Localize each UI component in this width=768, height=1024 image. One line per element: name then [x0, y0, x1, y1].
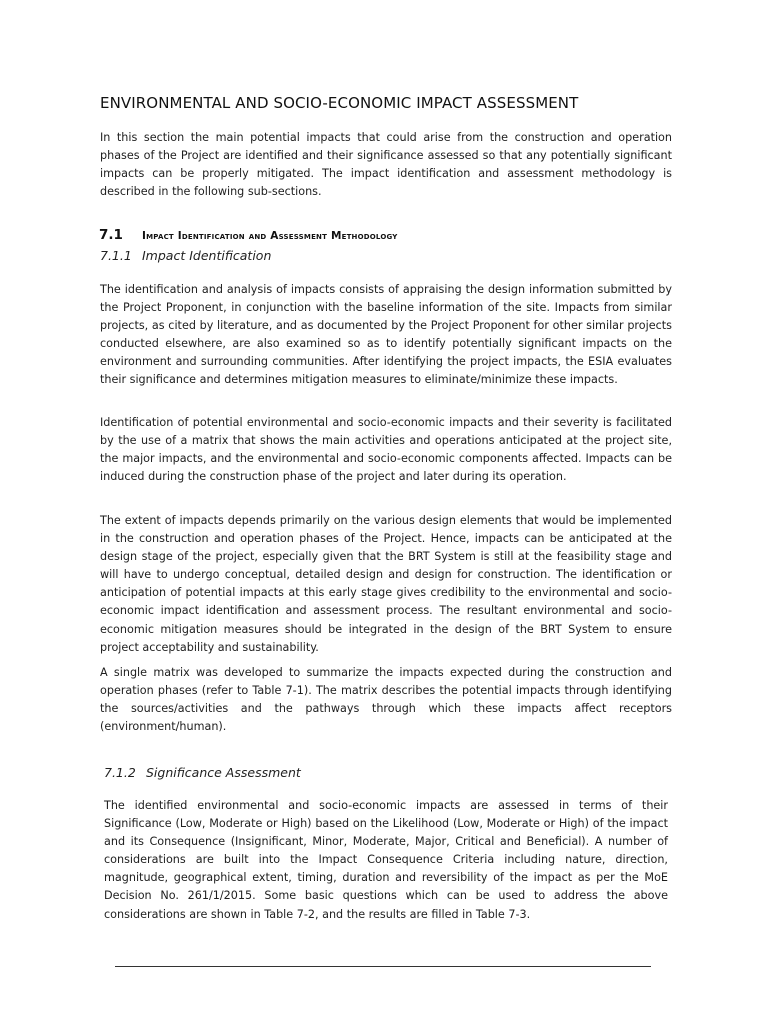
subsection-title: Significance Assessment — [146, 765, 301, 780]
subsection-heading-7-1-1 — [100, 248, 271, 263]
page-title: ENVIRONMENTAL AND SOCIO-ECONOMIC IMPACT ASSESSMENT — [100, 94, 579, 112]
section-title: Impact Identification and Assessment Methodology — [142, 230, 398, 242]
section-heading-7-1 — [99, 217, 398, 245]
paragraph: Identification of potential environmental and socio-economic impacts and their severity is facilitated by the use of a matrix that shows the main activities and operations anticipated at the project site, the major impacts, and the environmental and socio-economic components affected. Impacts can be induced during the construction phase of the project and later during its operation. — [100, 416, 672, 484]
subsection-number: 7.1.2 — [104, 765, 136, 780]
paragraph: A single matrix was developed to summarize the impacts expected during the construction and operation phases (refer to Table 7-1). The matrix describes the potential impacts through identifying the sources/activities and the pathways through which these impacts affect receptors (environment/human). — [100, 666, 672, 734]
subsection-heading-7-1-2 — [104, 765, 301, 780]
paragraph: The identification and analysis of impacts consists of appraising the design information submitted by the Project Proponent, in conjunction with the baseline information of the site. Impacts from similar projects, as cited by literature, and as documented by the Project Proponent for other similar projects conducted elsewhere, are also examined so as to identify potentially significant impacts on the environment and surrounding communities. After identifying the project impacts, the ESIA evaluates their significance and determines mitigation measures to eliminate/minimize these impacts. — [100, 283, 672, 387]
section-number: 7.1 — [99, 227, 123, 243]
paragraph: The extent of impacts depends primarily on the various design elements that would be implemented in the construction and operation phases of the Project. Hence, impacts can be anticipated at the design stage of the project, especially given that the BRT System is still at the feasibility stage and will have to undergo conceptual, detailed design and design for construction. The identification or anticipation of potential impacts at this early stage gives credibility to the environmental and socio-economic impact identification and assessment process. The resultant environmental and socio-economic mitigation measures should be integrated in the design of the BRT System to ensure project acceptability and sustainability. — [100, 514, 672, 654]
intro-paragraph: In this section the main potential impacts that could arise from the construction and operation phases of the Project are identified and their significance assessed so that any potentially significant impacts can be properly mitigated. The impact identification and assessment methodology is described in the following sub-sections. — [100, 131, 672, 199]
subsection-number: 7.1.1 — [100, 248, 132, 263]
footer-divider — [115, 966, 651, 967]
subsection-title: Impact Identification — [142, 248, 272, 263]
paragraph: The identified environmental and socio-economic impacts are assessed in terms of their Significance (Low, Moderate or High) based on the Likelihood (Low, Moderate or High) of the impact and its Consequence (Insignificant, Minor, Moderate, Major, Critical and Beneficial). A number of considerations are built into the Impact Consequence Criteria including nature, direction, magnitude, geographical extent, timing, duration and reversibility of the impact as per the MoE Decision No. 261/1/2015. Some basic questions which can be used to address the above considerations are shown in Table 7-2, and the results are filled in Table 7-3. — [104, 799, 668, 921]
